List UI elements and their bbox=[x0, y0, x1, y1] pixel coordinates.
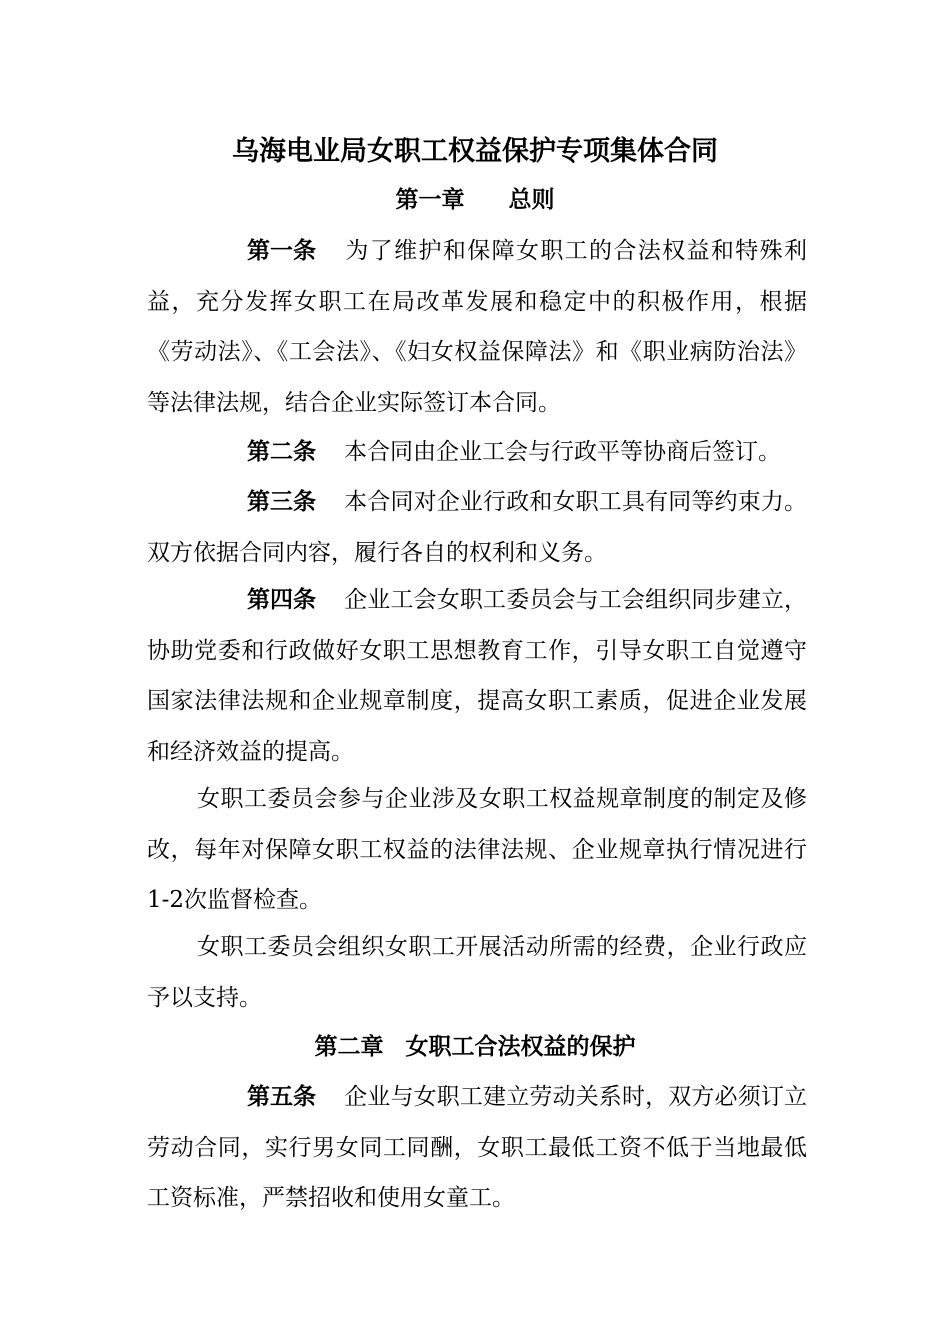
article-5 bbox=[147, 1072, 807, 1224]
article-text: 企业工会女职工委员会与工会组织同步建立，协助党委和行政做好女职工思想教育工作，引导女职工自觉遵守国家法律法规和企业规章制度，提高女职工素质，促进企业发展和经济效益的提高。 bbox=[147, 587, 807, 765]
paragraph-funding: 女职工委员会组织女职工开展活动所需的经费，企业行政应予以支持。 bbox=[147, 934, 807, 1011]
chapter-heading-2 bbox=[0, 1030, 950, 1064]
paragraph-supervision: 女职工委员会参与企业涉及女职工权益规章制度的制定及修改，每年对保障女职工权益的法律法规、企业规章执行情况进行1-2次监督检查。 bbox=[147, 786, 807, 913]
chapter-name: 女职工合法权益的保护 bbox=[405, 1034, 636, 1060]
chapter-number: 第二章 bbox=[314, 1034, 384, 1060]
article-4 bbox=[147, 575, 807, 777]
article-3 bbox=[147, 477, 807, 578]
article-text: 企业与女职工建立劳动关系时，双方必须订立劳动合同，实行男女同工同酬，女职工最低工资不低于当地最低工资标准，严禁招收和使用女童工。 bbox=[147, 1084, 807, 1211]
chapter-name: 总则 bbox=[508, 187, 555, 213]
article-text: 本合同由企业工会与行政平等协商后签订。 bbox=[344, 439, 781, 465]
article-1 bbox=[147, 226, 807, 428]
article-label: 第三条 bbox=[247, 489, 316, 515]
article-label: 第四条 bbox=[247, 587, 316, 613]
document-title: 乌海电业局女职工权益保护专项集体合同 bbox=[232, 136, 718, 167]
article-label: 第五条 bbox=[247, 1084, 316, 1110]
article-text: 为了维护和保障女职工的合法权益和特殊利益，充分发挥女职工在局改革发展和稳定中的积极作用，根据《劳动法》、《工会法》、《妇女权益保障法》和《职业病防治法》等法律法规，结合企业实际签订本合同。 bbox=[147, 238, 807, 416]
chapter-heading-1 bbox=[0, 183, 950, 217]
article-label: 第一条 bbox=[247, 238, 316, 264]
article-2 bbox=[147, 427, 807, 478]
article-text: 本合同对企业行政和女职工具有同等约束力。双方依据合同内容，履行各自的权利和义务。 bbox=[147, 489, 807, 566]
article-label: 第二条 bbox=[247, 439, 316, 465]
chapter-number: 第一章 bbox=[395, 187, 465, 213]
